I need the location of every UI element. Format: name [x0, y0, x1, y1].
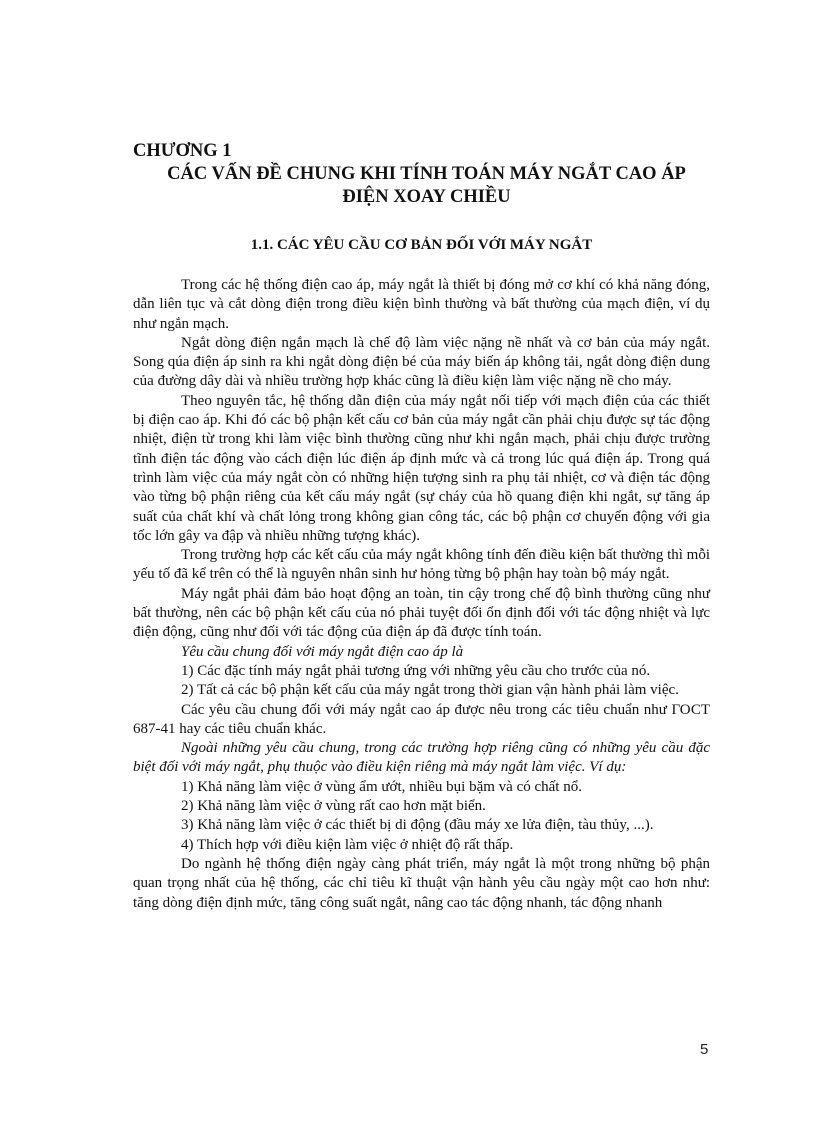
list-item: 1) Các đặc tính máy ngắt phải tương ứng với những yêu cầu cho trước của nó. — [181, 662, 651, 679]
list-item: 2) Khả năng làm việc ở vùng rất cao hơn mặt biển. — [181, 798, 486, 815]
body-text — [133, 276, 710, 913]
italic-paragraph: Ngoài những yêu cầu chung, trong các trường hợp riêng cũng có những yêu cầu đặc biệt đối với máy ngắt, phụ thuộc vào điều kiện riêng mà máy ngắt làm việc. Ví dụ: — [133, 740, 710, 776]
list-item: 4) Thích hợp với điều kiện làm việc ở nhiệt độ rất thấp. — [181, 836, 514, 853]
italic-paragraph: Yêu cầu chung đối với máy ngắt điện cao áp là — [181, 643, 464, 660]
chapter-label: CHƯƠNG 1 — [133, 141, 232, 161]
paragraph: Máy ngắt phải đảm bảo hoạt động an toàn, tin cậy trong chế độ bình thường cũng như bất thường, nên các bộ phận kết cấu của nó phải tuyệt đối ổn định đối với tác động nhiệt và lực điện động, cũng như đối với tác động của điện áp đã được tính toán. — [133, 585, 710, 641]
list-item: 2) Tất cả các bộ phận kết cấu của máy ngắt trong thời gian vận hành phải làm việc. — [181, 682, 679, 699]
page-number: 5 — [700, 1041, 709, 1058]
paragraph: Do ngành hệ thống điện ngày càng phát triển, máy ngắt là một trong những bộ phận quan trọng nhất của hệ thống, các chỉ tiêu kĩ thuật vận hành yêu cầu ngày một cao hơn như: tăng dòng điện định mức, tăng công suất ngắt, nâng cao tác động nhanh, tác động nhanh — [133, 855, 710, 911]
list-item: 3) Khả năng làm việc ở các thiết bị di động (đầu máy xe lửa điện, tàu thủy, ...). — [181, 817, 654, 834]
paragraph: Các yêu cầu chung đối với máy ngắt cao áp được nêu trong các tiêu chuẩn như ГОСТ 687-41 hay các tiêu chuẩn khác. — [133, 701, 710, 737]
paragraph: Theo nguyên tắc, hệ thống dẫn điện của máy ngắt nối tiếp với mạch điện của các thiết bị điện cao áp. Khi đó các bộ phận kết cấu cơ bản của máy ngắt cần phải chịu được sự tác động nhiệt, điện từ trong khi làm việc bình thường cũng như khi ngắn mạch, phải chịu được trường tĩnh điện tác động vào cách điện lúc điện áp định mức và cả trong lúc quá điện áp. Trong quá trình làm việc của máy ngắt còn có những hiện tượng sinh ra phụ tải nhiệt, cơ và điện tác động vào từng bộ phận riêng của kết cấu máy ngắt (sự cháy của hồ quang điện khi ngắt, sự tăng áp suất của chất khí và chất lỏng trong không gian công tác, các bộ phận cơ chuyển động với gia tốc lớn gây va đập và nhiều những tượng khác). — [133, 392, 710, 544]
paragraph: Trong các hệ thống điện cao áp, máy ngắt là thiết bị đóng mở cơ khí có khả năng đóng, dẫn liên tục và cắt dòng điện trong điều kiện bình thường và bất thường của mạch điện, ví dụ như ngắn mạch. — [133, 277, 710, 332]
paragraph: Trong trường hợp các kết cấu của máy ngắt không tính đến điều kiện bất thường thì mỗi yếu tố đã kể trên có thể là nguyên nhân sinh hư hỏng từng bộ phận hay toàn bộ máy ngắt. — [133, 547, 710, 583]
document-page — [133, 140, 710, 913]
chapter-title: CÁC VẤN ĐỀ CHUNG KHI TÍNH TOÁN MÁY NGẮT CAO ÁP ĐIỆN XOAY CHIỀU — [167, 164, 686, 207]
paragraph: Ngắt dòng điện ngắn mạch là chế độ làm việc nặng nề nhất và cơ bản của máy ngắt. Song qúa điện áp sinh ra khi ngắt dòng điện bé của máy biến áp không tải, ngắt dòng điện dung của đường dây dài và nhiều trường hợp khác cũng là điều kiện làm việc nặng nề cho máy. — [133, 334, 710, 390]
section-title: 1.1. CÁC YÊU CẦU CƠ BẢN ĐỐI VỚI MÁY NGẮT — [250, 237, 593, 253]
list-item: 1) Khả năng làm việc ở vùng ẩm ướt, nhiều bụi bặm và có chất nổ. — [181, 778, 582, 795]
